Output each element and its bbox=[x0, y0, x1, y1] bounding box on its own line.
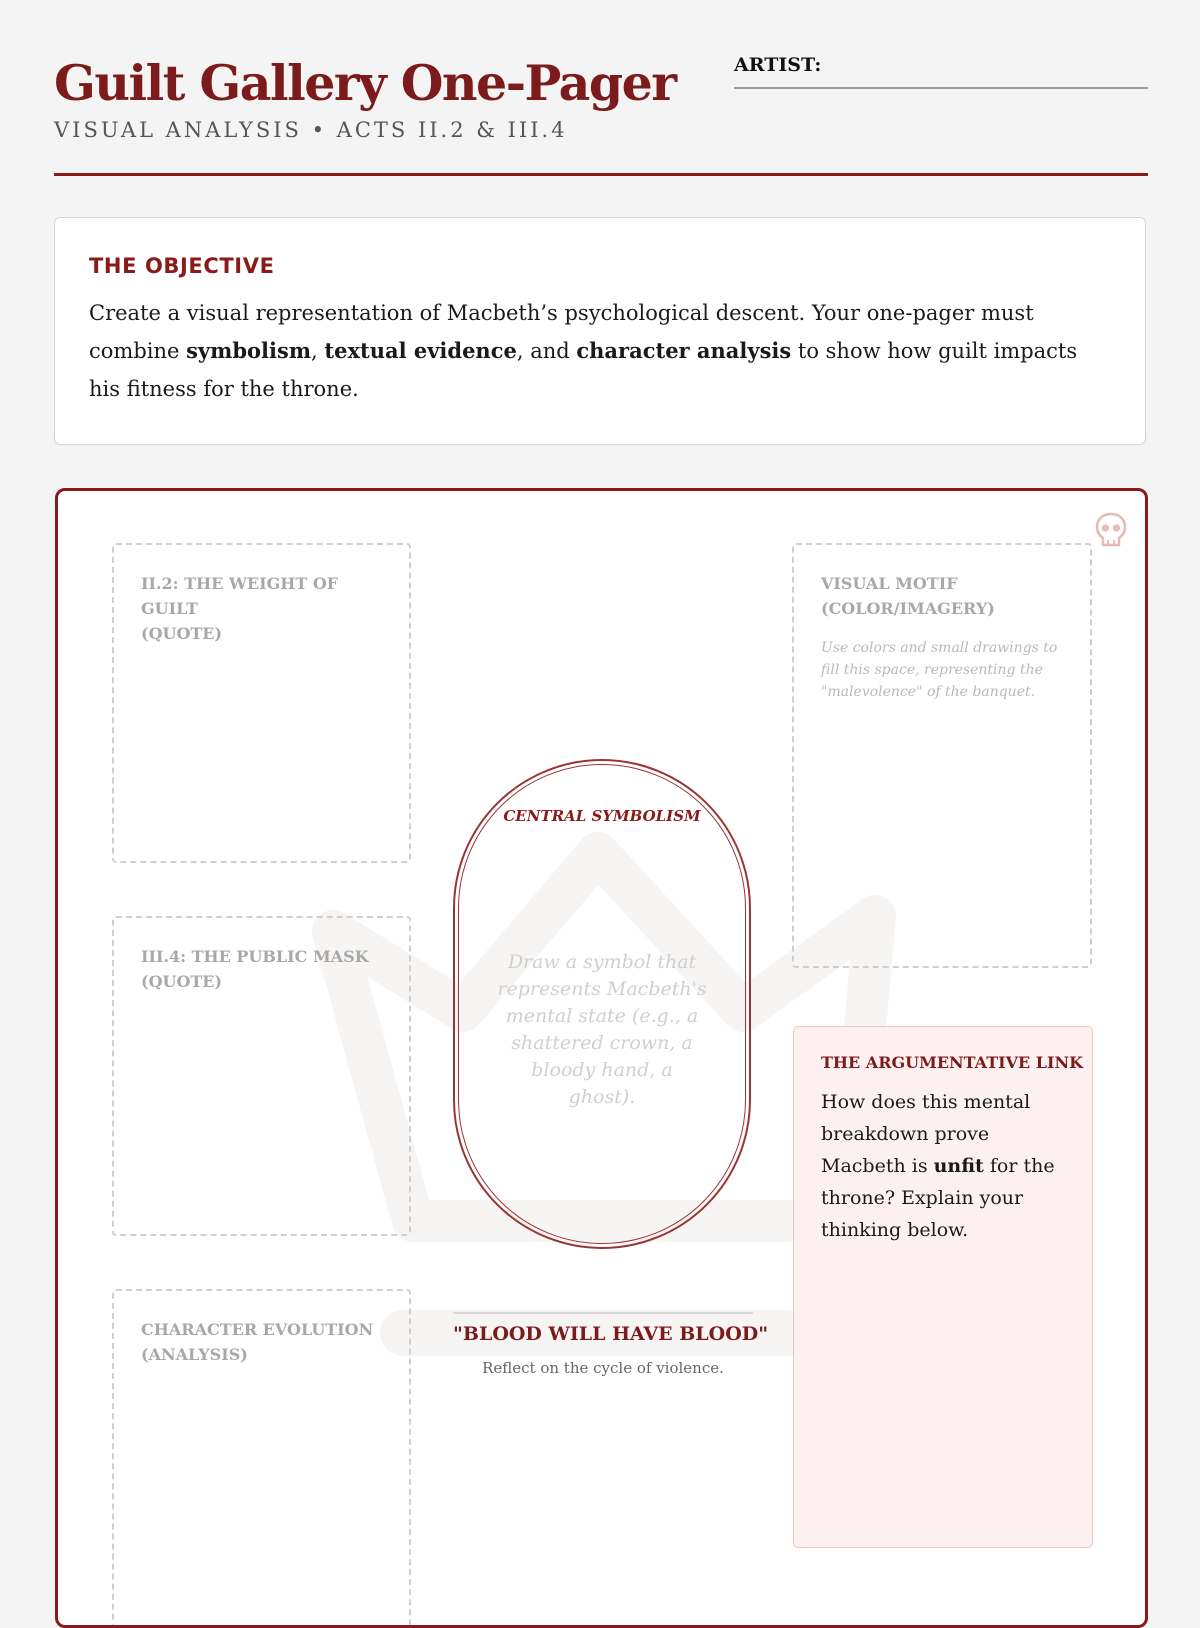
argument-bold-unfit: unfit bbox=[933, 1155, 984, 1177]
central-symbolism-label: CENTRAL SYMBOLISM bbox=[503, 807, 701, 825]
argumentative-link-prompt bbox=[821, 1086, 1066, 1246]
public-mask-label: III.4: THE PUBLIC MASK (QUOTE) bbox=[141, 947, 369, 991]
blood-quote-divider bbox=[453, 1312, 753, 1314]
character-evolution-label: CHARACTER EVOLUTION (ANALYSIS) bbox=[141, 1320, 374, 1364]
argumentative-link-label: THE ARGUMENTATIVE LINK bbox=[821, 1053, 1084, 1072]
central-symbolism-oval[interactable] bbox=[453, 759, 751, 1249]
skull-icon bbox=[1094, 511, 1128, 549]
objective-text-part: to show how guilt impacts his fitness for the throne. bbox=[89, 339, 1078, 401]
visual-motif-hint: Use colors and small drawings to fill this space, representing the "malevolence" of the banquet. bbox=[821, 640, 1058, 700]
objective-heading: THE OBJECTIVE bbox=[89, 254, 275, 278]
page-title: Guilt Gallery One-Pager bbox=[54, 54, 676, 112]
weight-of-guilt-box[interactable] bbox=[112, 543, 411, 863]
blood-quote: "BLOOD WILL HAVE BLOOD" bbox=[453, 1323, 769, 1345]
page-subtitle: VISUAL ANALYSIS • ACTS II.2 & III.4 bbox=[54, 118, 568, 142]
gallery-frame bbox=[55, 488, 1148, 1628]
objective-text bbox=[89, 294, 1111, 408]
character-evolution-box[interactable] bbox=[112, 1289, 411, 1628]
visual-motif-box[interactable] bbox=[792, 543, 1092, 968]
public-mask-box[interactable] bbox=[112, 916, 411, 1236]
argumentative-link-box[interactable] bbox=[793, 1026, 1093, 1548]
objective-bold-character-analysis: character analysis bbox=[576, 338, 792, 363]
central-symbolism-hint: Draw a symbol that represents Macbeth's mental state (e.g., a shattered crown, a bloody hand, a ghost). bbox=[497, 951, 707, 1108]
objective-bold-textual-evidence: textual evidence bbox=[324, 338, 517, 363]
objective-text-part: , and bbox=[516, 339, 577, 363]
artist-label: ARTIST: bbox=[734, 54, 822, 76]
objective-card bbox=[54, 217, 1146, 445]
header-divider bbox=[54, 173, 1148, 176]
weight-of-guilt-label: II.2: THE WEIGHT OF GUILT (QUOTE) bbox=[141, 574, 339, 643]
objective-text-part: Create a visual representation of Macbeth’s psychological descent. Your one-pager must combine bbox=[89, 301, 1034, 363]
visual-motif-label: VISUAL MOTIF (COLOR/IMAGERY) bbox=[821, 574, 995, 618]
objective-text-part: , bbox=[311, 339, 325, 363]
objective-bold-symbolism: symbolism bbox=[186, 338, 312, 363]
blood-quote-subtext: Reflect on the cycle of violence. bbox=[482, 1359, 724, 1377]
argument-text-part: for the throne? Explain your thinking below. bbox=[821, 1155, 1055, 1241]
artist-name-field[interactable] bbox=[734, 87, 1148, 89]
argument-text-part: How does this mental breakdown prove Macbeth is bbox=[821, 1091, 1031, 1177]
